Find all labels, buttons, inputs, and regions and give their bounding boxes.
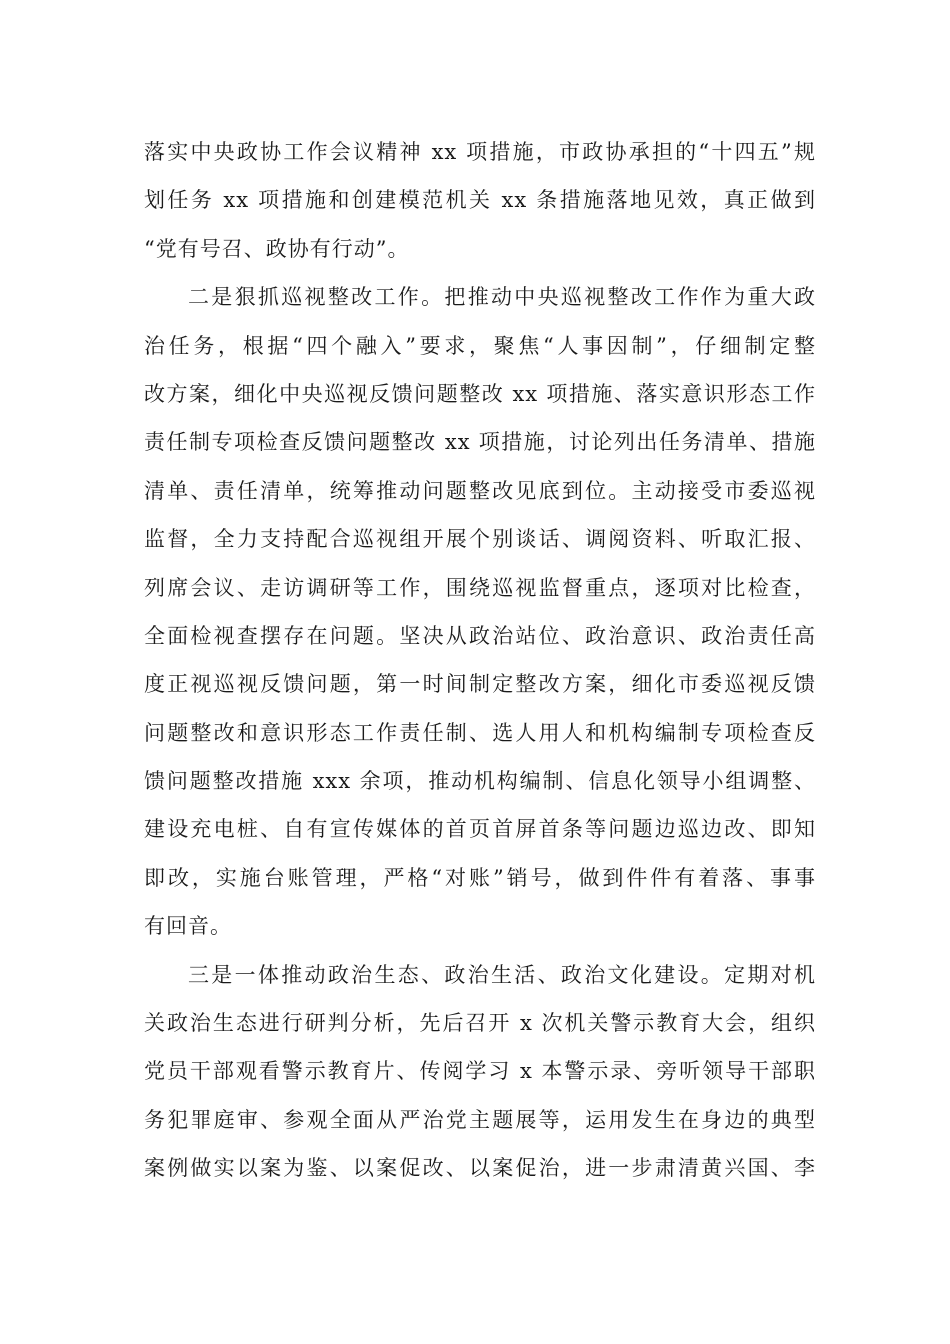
paragraph-p1: [144, 128, 816, 273]
text-line: 责任制专项检查反馈问题整改 xx 项措施，讨论列出任务清单、措施: [144, 430, 816, 455]
text-line: “党有号召、政协有行动”。: [144, 236, 410, 261]
document-body: [144, 128, 816, 1193]
text-line: 列席会议、走访调研等工作，围绕巡视监督重点，逐项对比检查，: [144, 575, 816, 600]
text-line: 关政治生态进行研判分析，先后召开 x 次机关警示教育大会，组织: [144, 1011, 816, 1036]
text-line: 三是一体推动政治生态、政治生活、政治文化建设。定期对机: [188, 962, 816, 987]
text-line: 治任务，根据“四个融入”要求，聚焦“人事因制”，仔细制定整: [144, 333, 816, 358]
text-line: 务犯罪庭审、参观全面从严治党主题展等，运用发生在身边的典型: [144, 1107, 816, 1132]
text-line: 建设充电桩、自有宣传媒体的首页首屏首条等问题边巡边改、即知: [144, 817, 816, 842]
text-line: 监督，全力支持配合巡视组开展个别谈话、调阅资料、听取汇报、: [144, 527, 816, 552]
text-line: 落实中央政协工作会议精神 xx 项措施，市政协承担的“十四五”规: [144, 140, 816, 164]
paragraph-p2: [144, 273, 816, 950]
text-line: 问题整改和意识形态工作责任制、选人用人和机构编制专项检查反: [144, 720, 816, 745]
text-line: 全面检视查摆存在问题。坚决从政治站位、政治意识、政治责任高: [144, 623, 816, 648]
text-line: 案例做实以案为鉴、以案促改、以案促治，进一步肃清黄兴国、李: [144, 1156, 816, 1181]
text-line: 有回音。: [144, 914, 232, 939]
text-line: 度正视巡视反馈问题，第一时间制定整改方案，细化市委巡视反馈: [144, 672, 816, 697]
text-line: 清单、责任清单，统筹推动问题整改见底到位。主动接受市委巡视: [144, 478, 816, 503]
text-line: 党员干部观看警示教育片、传阅学习 x 本警示录、旁听领导干部职: [144, 1059, 816, 1084]
text-line: 二是狠抓巡视整改工作。把推动中央巡视整改工作作为重大政: [188, 285, 816, 310]
text-line: 划任务 xx 项措施和创建模范机关 xx 条措施落地见效，真正做到: [144, 188, 816, 213]
paragraph-p3: [144, 951, 816, 1193]
text-line: 改方案，细化中央巡视反馈问题整改 xx 项措施、落实意识形态工作: [144, 381, 816, 406]
text-line: 馈问题整改措施 xxx 余项，推动机构编制、信息化领导小组调整、: [144, 769, 816, 794]
text-line: 即改，实施台账管理，严格“对账”销号，做到件件有着落、事事: [144, 865, 816, 890]
